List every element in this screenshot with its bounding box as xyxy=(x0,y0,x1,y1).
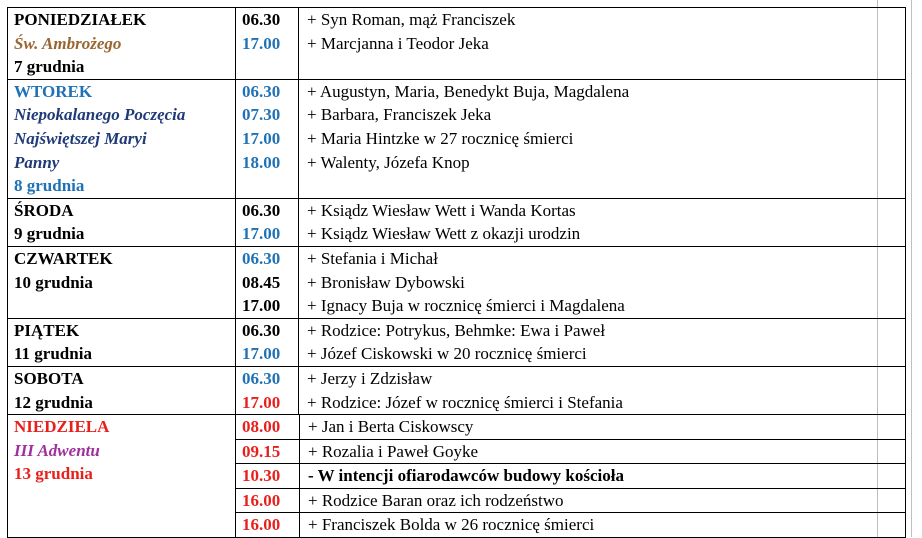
mass-intention: + Augustyn, Maria, Benedykt Buja, Magdalena xyxy=(307,81,630,101)
mass-time: 09.15 xyxy=(242,441,281,461)
intention-cell xyxy=(299,198,906,246)
mass-time: 06.30 xyxy=(242,10,281,29)
mass-intention: + Ksiądz Wiesław Wett i Wanda Kortas xyxy=(307,200,576,220)
day-row-saturday xyxy=(8,366,906,414)
mass-row xyxy=(236,513,905,537)
mass-intention: + Ksiądz Wiesław Wett z okazji urodzin xyxy=(307,224,581,244)
time-cell xyxy=(236,8,299,80)
mass-row xyxy=(236,415,905,439)
mass-intention: + Jerzy i Zdzisław xyxy=(307,368,433,388)
mass-time: 06.30 xyxy=(242,248,281,268)
day-name: WTOREK xyxy=(14,81,93,101)
day-date: 10 grudnia xyxy=(14,272,93,292)
day-subtitle: Panny xyxy=(14,152,60,172)
day-name: PONIEDZIAŁEK xyxy=(14,10,147,29)
day-row-thursday xyxy=(8,246,906,318)
page-edge-line xyxy=(911,0,912,537)
mass-row xyxy=(236,488,905,513)
day-row-wednesday xyxy=(8,198,906,246)
mass-row xyxy=(236,439,905,464)
day-date: 9 grudnia xyxy=(14,224,85,244)
mass-row xyxy=(236,464,905,489)
mass-intention: + Rozalia i Paweł Goyke xyxy=(308,441,479,461)
mass-intention: + Ignacy Buja w rocznicę śmierci i Magdalena xyxy=(307,296,625,316)
time-cell xyxy=(236,79,299,198)
mass-intention: + Franciszek Bolda w 26 rocznicę śmierci xyxy=(308,515,595,535)
day-date: 11 grudnia xyxy=(14,344,92,364)
day-name: ŚRODA xyxy=(14,200,74,220)
day-subtitle: III Adwentu xyxy=(14,440,100,460)
intention-cell xyxy=(299,318,906,366)
day-cell xyxy=(8,198,236,246)
day-date: 8 grudnia xyxy=(14,176,85,196)
mass-intention: + Jan i Berta Ciskowscy xyxy=(308,417,474,437)
mass-time: 17.00 xyxy=(242,296,281,316)
mass-time: 17.00 xyxy=(242,128,281,148)
time-cell xyxy=(236,366,299,414)
day-name: PIĄTEK xyxy=(14,320,80,340)
mass-time: 16.00 xyxy=(242,490,281,510)
mass-intention: + Rodzice Baran oraz ich rodzeństwo xyxy=(308,490,564,510)
intention-cell xyxy=(299,8,906,80)
mass-intention: + Rodzice: Józef w rocznicę śmierci i Stefania xyxy=(307,392,623,412)
intention-cell xyxy=(299,79,906,198)
day-row-tuesday xyxy=(8,79,906,198)
mass-time: 06.30 xyxy=(242,368,281,388)
day-cell xyxy=(8,318,236,366)
day-subtitle: Niepokalanego Poczęcia xyxy=(14,105,186,125)
mass-time: 10.30 xyxy=(242,466,281,486)
mass-time: 08.00 xyxy=(242,417,281,437)
day-subtitle: Św. Ambrożego xyxy=(14,33,122,53)
mass-intention: - W intencji ofiarodawców budowy kościoła xyxy=(308,466,624,486)
mass-intention: + Bronisław Dybowski xyxy=(307,272,465,292)
mass-intention: + Walenty, Józefa Knop xyxy=(307,152,470,172)
time-cell xyxy=(236,198,299,246)
mass-intention: + Barbara, Franciszek Jeka xyxy=(307,105,492,125)
mass-intention: + Józef Ciskowski w 20 rocznicę śmierci xyxy=(307,344,587,364)
day-date: 13 grudnia xyxy=(14,464,93,484)
mass-time: 17.00 xyxy=(242,344,281,364)
mass-time: 17.00 xyxy=(242,392,281,412)
sunday-masses-cell xyxy=(236,415,906,538)
intention-cell xyxy=(299,246,906,318)
mass-time: 16.00 xyxy=(242,515,281,535)
day-name: SOBOTA xyxy=(14,368,84,388)
time-cell xyxy=(236,246,299,318)
day-cell xyxy=(8,246,236,318)
mass-time: 07.30 xyxy=(242,105,281,125)
sunday-masses xyxy=(236,415,905,537)
intention-cell xyxy=(299,366,906,414)
day-date: 7 grudnia xyxy=(14,57,85,77)
mass-time: 17.00 xyxy=(242,224,281,244)
day-cell xyxy=(8,8,236,80)
mass-intention: + Marcjanna i Teodor Jeka xyxy=(307,33,489,53)
time-cell xyxy=(236,318,299,366)
mass-schedule-table xyxy=(7,7,906,538)
mass-time: 06.30 xyxy=(242,81,281,101)
day-subtitle: Najświętszej Maryi xyxy=(14,128,147,148)
day-row-monday xyxy=(8,8,906,80)
mass-intention: + Syn Roman, mąż Franciszek xyxy=(307,10,516,29)
day-cell xyxy=(8,79,236,198)
mass-time: 08.45 xyxy=(242,272,281,292)
mass-intention: + Rodzice: Potrykus, Behmke: Ewa i Paweł xyxy=(307,320,606,340)
day-name: NIEDZIELA xyxy=(14,417,110,437)
mass-time: 18.00 xyxy=(242,152,281,172)
mass-intention: + Maria Hintzke w 27 rocznicę śmierci xyxy=(307,128,574,148)
day-name: CZWARTEK xyxy=(14,248,113,268)
day-date: 12 grudnia xyxy=(14,392,93,412)
mass-time: 06.30 xyxy=(242,200,281,220)
mass-intention: + Stefania i Michał xyxy=(307,248,438,268)
day-row-friday xyxy=(8,318,906,366)
day-cell xyxy=(8,415,236,538)
mass-time: 17.00 xyxy=(242,33,281,53)
mass-time: 06.30 xyxy=(242,320,281,340)
day-cell xyxy=(8,366,236,414)
day-row-sunday xyxy=(8,415,906,538)
